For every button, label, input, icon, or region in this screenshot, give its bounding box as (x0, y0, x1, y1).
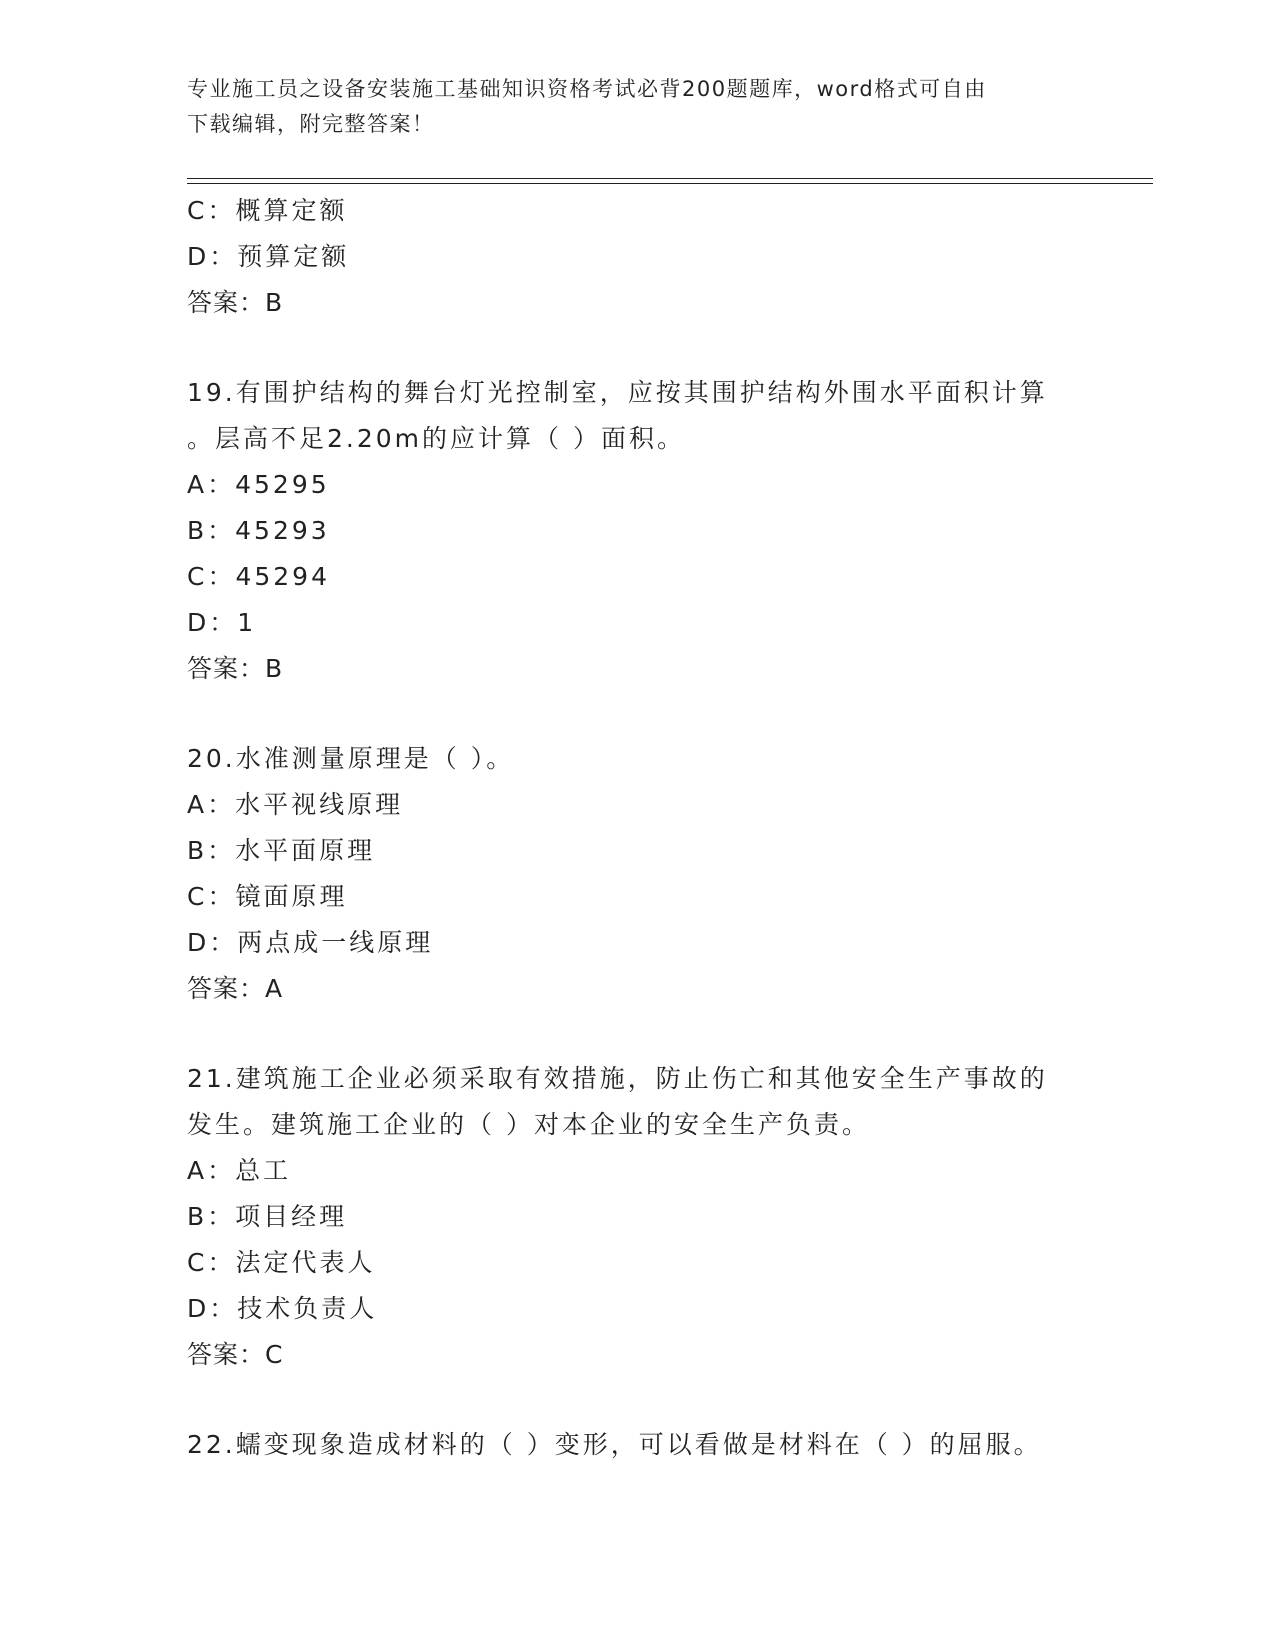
option-b: B：项目经理 (187, 1202, 348, 1231)
option-a: A：水平视线原理 (187, 790, 404, 819)
question-stem: 21.建筑施工企业必须采取有效措施，防止伤亡和其他安全生产事故的 (187, 1064, 1048, 1093)
header-rule-top (187, 178, 1153, 179)
question-gap (187, 692, 1087, 736)
answer: 答案：B (187, 654, 284, 683)
question-stem: 22.蠕变现象造成材料的（ ）变形，可以看做是材料在（ ）的屈服。 (187, 1430, 1042, 1459)
question-stem-continued: 发生。建筑施工企业的（ ）对本企业的安全生产负责。 (187, 1110, 870, 1139)
question-22 (187, 1422, 1087, 1468)
question-gap (187, 1378, 1087, 1422)
option-a: A：总工 (187, 1156, 292, 1185)
option-d: D：技术负责人 (187, 1294, 378, 1323)
question-stem-continued: 。层高不足2.20m的应计算（ ）面积。 (187, 424, 685, 453)
question-21 (187, 1056, 1087, 1378)
option-c: C：45294 (187, 562, 330, 591)
document-header (187, 72, 1067, 142)
option-d: D：两点成一线原理 (187, 928, 434, 957)
option-a: A：45295 (187, 470, 330, 499)
question-gap (187, 1012, 1087, 1056)
question-stem: 20.水准测量原理是（ ）。 (187, 744, 515, 773)
option-c: C：概算定额 (187, 196, 348, 225)
question-gap (187, 326, 1087, 370)
option-d: D：预算定额 (187, 242, 350, 271)
header-line-1: 专业施工员之设备安装施工基础知识资格考试必背200题题库，word格式可自由 (187, 77, 987, 101)
option-b: B：水平面原理 (187, 836, 376, 865)
option-c: C：镜面原理 (187, 882, 348, 911)
header-rule-bottom (187, 183, 1153, 184)
answer: 答案：B (187, 288, 284, 317)
option-b: B：45293 (187, 516, 330, 545)
question-19 (187, 370, 1087, 692)
option-c: C：法定代表人 (187, 1248, 376, 1277)
option-d: D：1 (187, 608, 257, 637)
answer: 答案：A (187, 974, 284, 1003)
question-18 (187, 188, 1087, 326)
answer: 答案：C (187, 1340, 284, 1369)
header-line-2: 下载编辑，附完整答案！ (187, 112, 435, 136)
question-20 (187, 736, 1087, 1012)
question-stem: 19.有围护结构的舞台灯光控制室，应按其围护结构外围水平面积计算 (187, 378, 1048, 407)
question-list (187, 188, 1087, 1468)
